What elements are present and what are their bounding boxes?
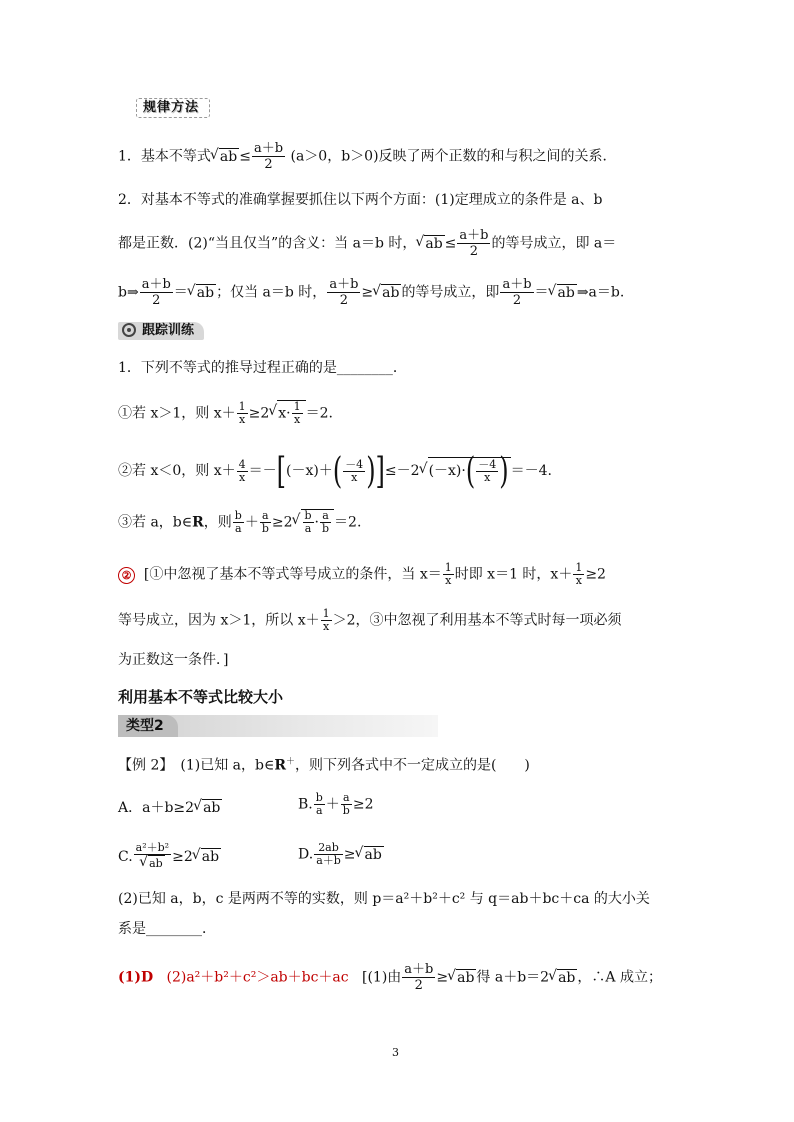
- example-part-2-line-2: 系是________．: [118, 921, 216, 937]
- type-label: 类型2: [118, 715, 178, 737]
- geq-sign: ≥: [436, 969, 449, 986]
- option-text: D.: [298, 846, 314, 863]
- answer-2: (2)a²＋b²＋c²＞ab＋bc＋ac: [166, 969, 349, 986]
- option-text: B.: [298, 796, 313, 813]
- exercise-question: 1．下列不等式的推导过程正确的是________．: [118, 360, 407, 376]
- fraction-1-over-x: $\frac{1}{x}$: [575, 561, 583, 587]
- example-line-1: [118, 752, 530, 776]
- sqrt-expression: √ x· $\frac{1}{x}$: [277, 400, 305, 426]
- bracket: )]: [366, 450, 385, 492]
- option-text: ＋: [325, 796, 340, 813]
- fraction-1-over-x: $\frac{1}{x}$: [238, 400, 246, 426]
- option-text: (－x)＋: [285, 463, 333, 479]
- fraction-neg4-over-x: $\frac{-4}{x}$: [345, 457, 364, 484]
- option-text: ≥2: [248, 405, 270, 422]
- explanation-text: ＞2，③中忽视了利用基本不等式时每一项必须: [332, 612, 622, 629]
- option-A: [118, 798, 222, 818]
- sqrt-ab: √ ab: [381, 284, 401, 301]
- bracket: (: [332, 450, 343, 492]
- option-text: ＝2.: [334, 514, 362, 531]
- explanation-text: 等号成立，因为 x＞1，所以 x＋: [118, 612, 320, 629]
- sqrt-ab: √ ab: [219, 148, 239, 165]
- rule-text: 都是正数．(2)“当且仅当”的含义：当 a＝b 时，: [118, 235, 417, 252]
- sqrt-expression: √ (－x)·( $\frac{-4}{x}$ ): [428, 457, 511, 484]
- fraction-a-plus-b-over-2: $\frac{a+b}{2}$: [141, 277, 171, 308]
- option-text: ＝－4.: [510, 463, 552, 479]
- explanation-text: 时即 x＝1 时，x＋: [454, 566, 573, 583]
- example-part-2-line-1: (2)已知 a，b，c 是两两不等的实数，则 p＝a²＋b²＋c² 与 q＝ab＋bc＋ca 的大小关: [118, 891, 650, 907]
- page-number: 3: [392, 1046, 399, 1059]
- option-text: ≥2: [271, 514, 293, 531]
- answer-explanation-3: 为正数这一条件．]: [118, 652, 229, 668]
- answer-1: (1)D: [118, 969, 154, 986]
- sqrt-expression: √ $\frac{b}{a}$ · $\frac{a}{b}$: [301, 509, 335, 535]
- leq-sign: ≤: [239, 148, 251, 165]
- fraction-4-over-x: $\frac{4}{x}$: [238, 457, 246, 484]
- rule-text: 1．基本不等式: [118, 148, 211, 165]
- rule-text: b⇒: [118, 284, 139, 301]
- option-text: ①若 x＞1，则 x＋: [118, 405, 236, 422]
- fraction-2ab-over-a-plus-b: $\frac{2ab}{a+b}$: [316, 841, 341, 867]
- fraction-a-plus-b-over-2: $\frac{a+b}{2}$: [253, 141, 284, 172]
- fraction-b-over-a: $\frac{b}{a}$: [315, 791, 323, 817]
- rule-text: ；仅当 a＝b 时，: [216, 284, 327, 301]
- example-text: ，则下列各式中不一定成立的是( ): [294, 757, 530, 774]
- rule-line-2: 2．对基本不等式的准确掌握要抓住以下两个方面：(1)定理成立的条件是 a、b: [118, 192, 603, 208]
- fraction-a-plus-b-over-2: $\frac{a+b}{2}$: [502, 277, 532, 308]
- explanation-text: ≥2: [585, 566, 606, 583]
- fraction-a-over-b: $\frac{a}{b}$: [342, 791, 350, 817]
- sqrt-ab: √ ab: [196, 284, 216, 301]
- type-banner: [118, 715, 438, 737]
- sqrt-ab: √ ab: [557, 969, 577, 986]
- section-title: 利用基本不等式比较大小: [118, 688, 284, 706]
- fraction-a-plus-b-over-2: $\frac{a+b}{2}$: [329, 277, 359, 308]
- rule-method-tag: 规律方法: [136, 98, 210, 118]
- fraction-a-plus-b-over-2: $\frac{a+b}{2}$: [404, 962, 434, 993]
- fraction-a-plus-b-over-2: $\frac{a+b}{2}$: [459, 228, 489, 259]
- explanation-text: 得 a＋b＝2: [476, 969, 550, 986]
- fraction-a-over-b: $\frac{a}{b}$: [261, 509, 269, 535]
- rule-text: 的等号成立，即: [401, 284, 500, 301]
- follow-up-training-tag: [118, 322, 204, 340]
- example-answer-line: [118, 962, 662, 993]
- rule-line-1: [118, 141, 617, 172]
- option-text: ＝2.: [305, 405, 333, 422]
- option-D: [298, 842, 384, 867]
- option-C: [118, 842, 221, 872]
- sqrt-ab: √ ab: [364, 846, 384, 863]
- rule-text: ⇒a＝b.: [576, 284, 625, 301]
- option-text: ≥: [343, 846, 356, 863]
- option-text: ，则: [203, 514, 232, 531]
- option-text: ③若 a，b∈: [118, 514, 193, 531]
- geq-sign: ≥: [361, 284, 374, 301]
- option-1: [118, 400, 333, 426]
- answer-badge: ②: [118, 567, 135, 584]
- explanation-text: [(1)由: [361, 969, 402, 986]
- answer-explanation-2: [118, 608, 622, 633]
- explanation-text: ，∴A 成立；: [577, 969, 662, 986]
- option-text: ≥2: [172, 849, 193, 865]
- real-set-symbol: R: [274, 757, 286, 774]
- rule-line-4: [118, 277, 624, 308]
- option-3: [118, 509, 361, 535]
- real-set-symbol: R: [192, 514, 204, 531]
- option-text: ＝－: [248, 463, 277, 479]
- rule-text: (a＞0，b＞0)反映了两个正数的和与积之间的关系．: [286, 148, 617, 165]
- option-text: ≥2: [352, 796, 374, 813]
- fraction-sum-squares-over-sqrt-ab: a²＋b² √ ab: [134, 842, 171, 872]
- option-text: ＋: [244, 514, 259, 531]
- rule-text: 的等号成立，即 a＝: [491, 235, 617, 252]
- option-text: C.: [118, 849, 133, 865]
- superscript-plus: ＋: [285, 757, 295, 767]
- sqrt-ab: √ ab: [456, 969, 476, 986]
- example-text: 【例 2】 (1)已知 a，b∈: [118, 757, 275, 774]
- rule-line-3: [118, 228, 616, 259]
- option-2: [118, 450, 552, 492]
- fraction-1-over-x: $\frac{1}{x}$: [444, 561, 452, 587]
- eq-sign: ＝: [534, 284, 549, 301]
- fraction-1-over-x: $\frac{1}{x}$: [322, 607, 330, 633]
- answer-explanation-1: [118, 562, 606, 587]
- bracket: [: [276, 450, 286, 492]
- option-text: ②若 x＜0，则 x＋: [118, 463, 236, 479]
- explanation-text: [①中忽视了基本不等式等号成立的条件，当 x＝: [143, 566, 442, 583]
- sqrt-ab: √ ab: [201, 848, 221, 865]
- tag-label: 跟踪训练: [142, 323, 195, 338]
- option-text: A．a＋b≥2: [118, 800, 195, 816]
- leq-sign: ≤: [444, 235, 457, 252]
- option-B: [298, 792, 373, 817]
- sqrt-ab: √ ab: [202, 799, 222, 816]
- target-icon: [122, 323, 136, 337]
- sqrt-ab: √ ab: [424, 235, 444, 252]
- eq-sign: ＝: [173, 284, 188, 301]
- sqrt-ab: √ ab: [557, 284, 577, 301]
- option-text: ≤－2: [384, 463, 420, 479]
- fraction-b-over-a: $\frac{b}{a}$: [234, 509, 242, 535]
